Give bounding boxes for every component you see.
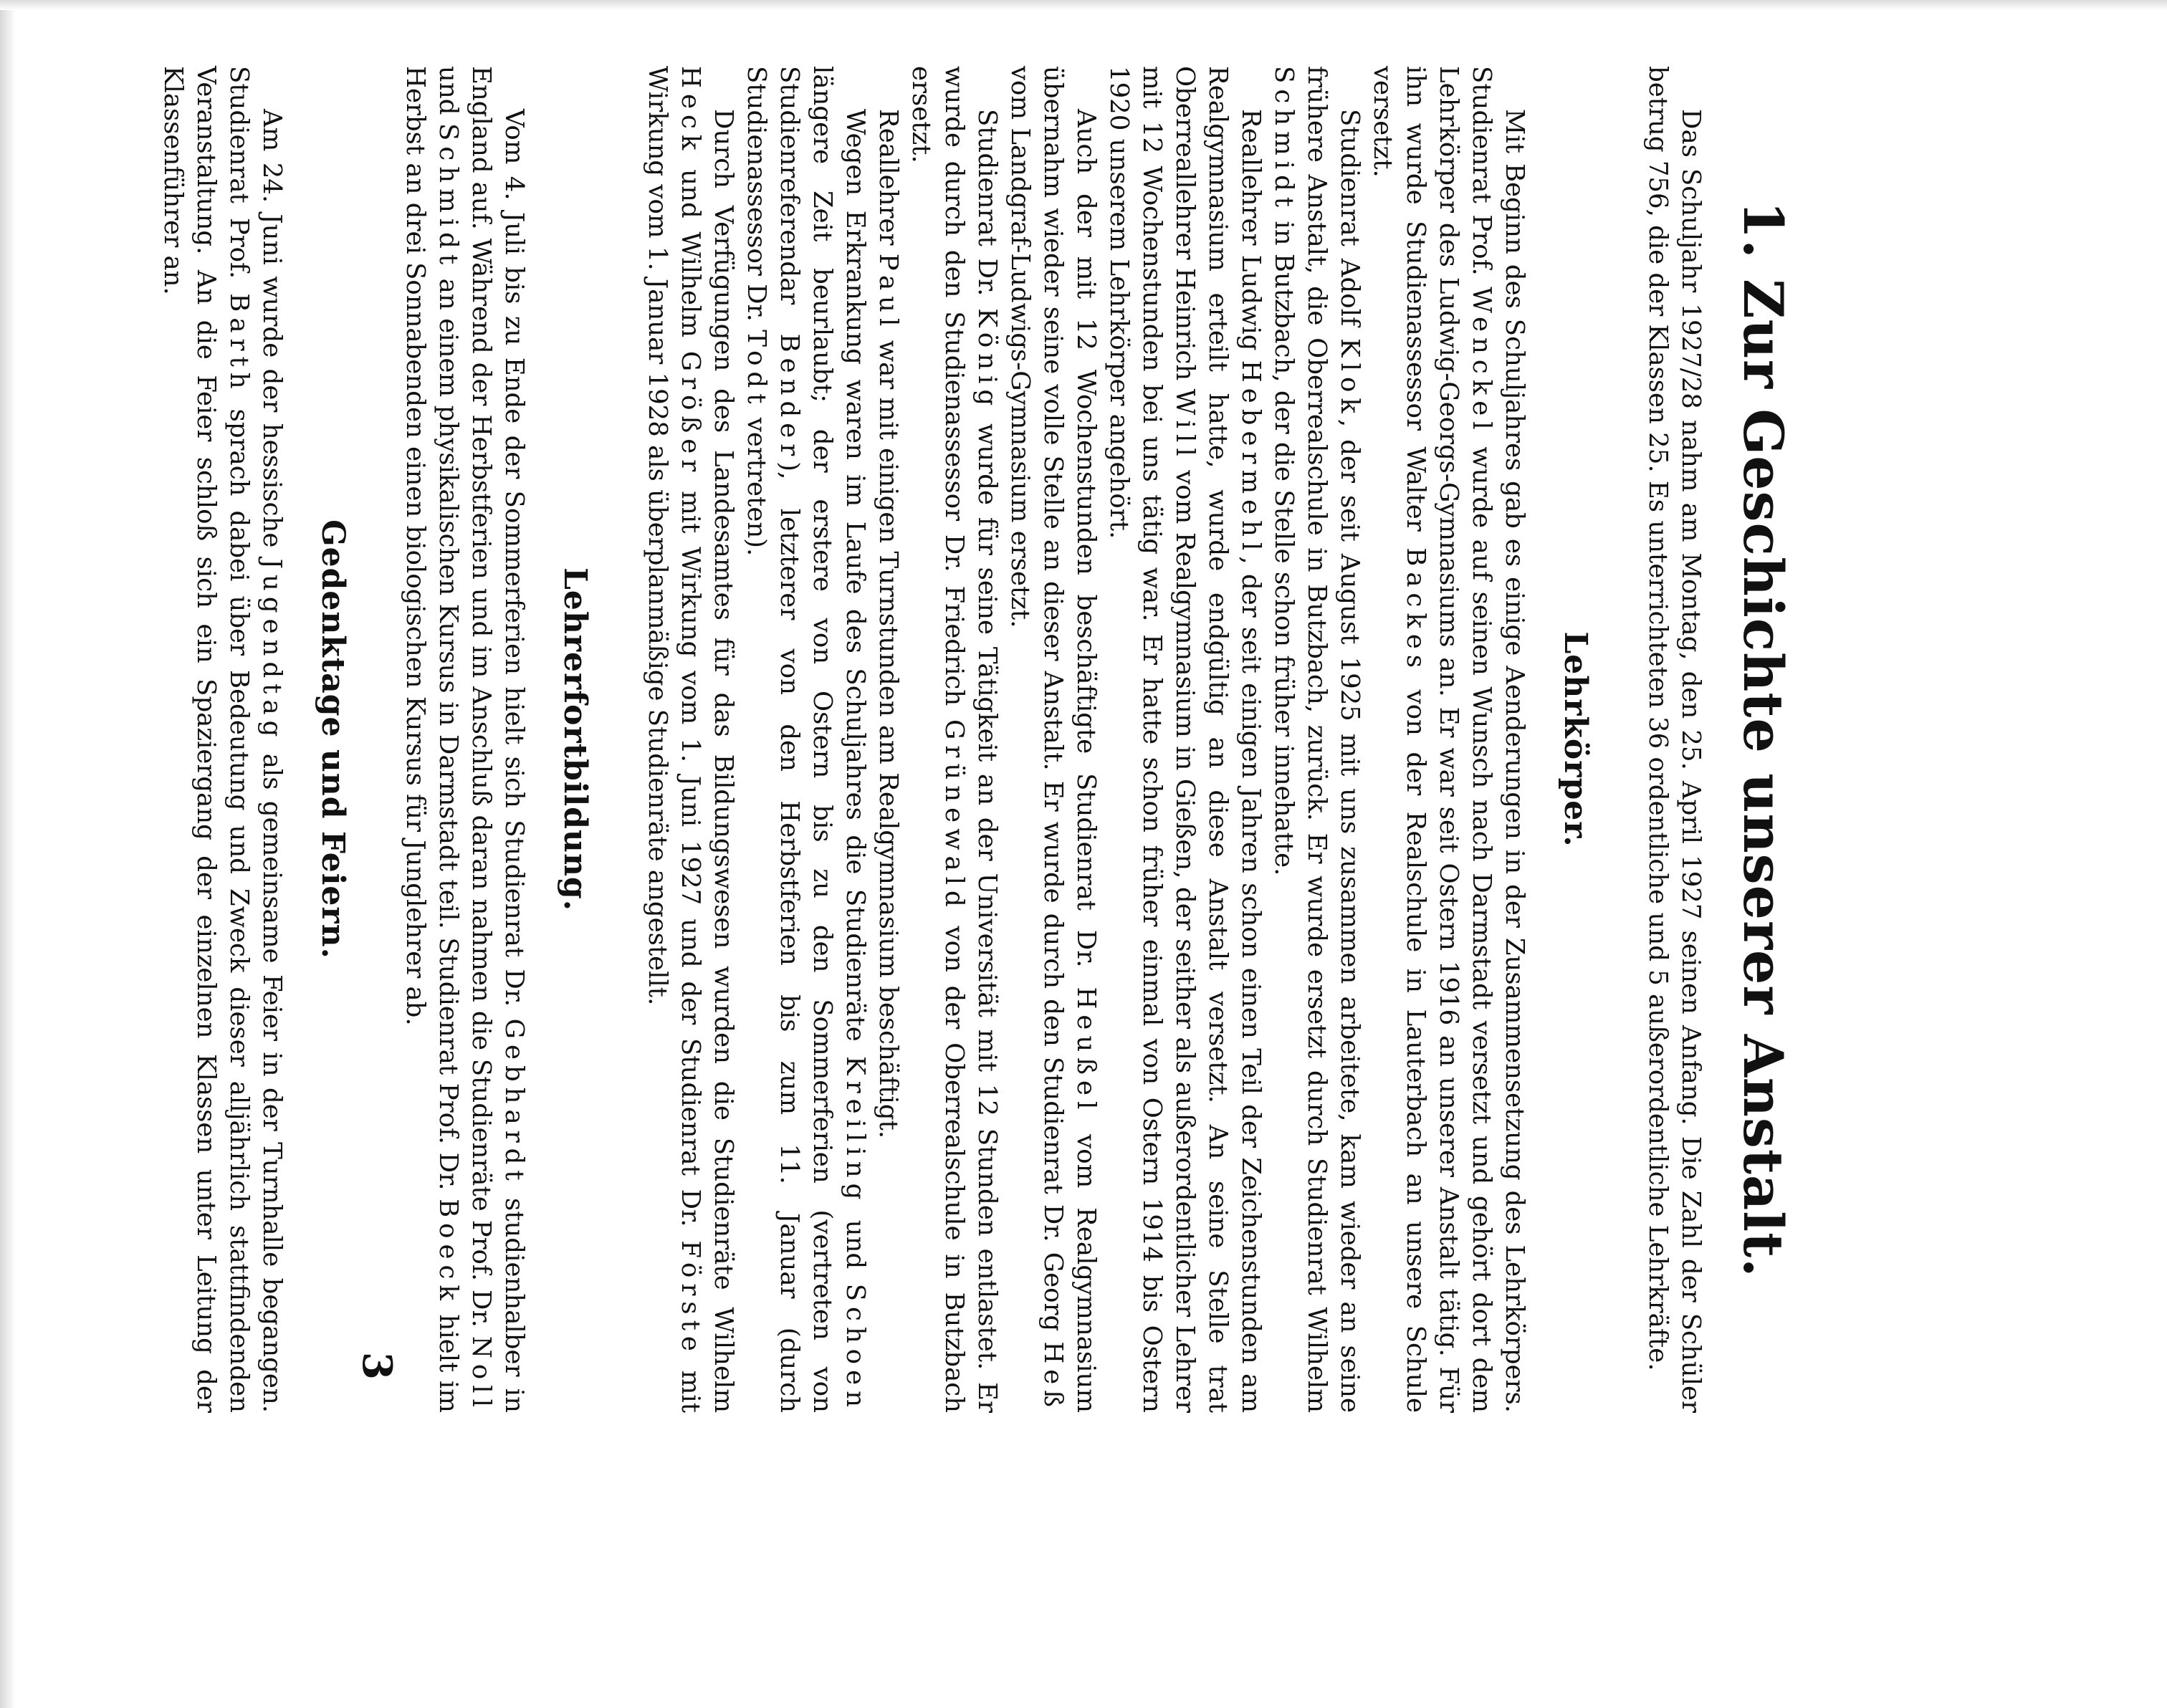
scan-edge-left: [0, 0, 16, 1708]
body-paragraph: [1366, 66, 1531, 1413]
intro-paragraph: Das Schuljahr 1927/28 nahm am Montag, den 25. April 1927 seinen Anfang. Die Zahl der Schüler betrug 756, die der Klassen 25. Es unterrichteten 36 ordentliche und 5 außerordentliche Lehrkräfte.: [1643, 66, 1706, 1413]
paragraph-text-run: , der seit einigen Jahren schon einen Teil der Zeichenstunden am Realgymnasium erteilt hatte, wurde endgültig an diese Anstalt versetzt. An seine Stelle trat Oberreallehrer Heinrich: [1170, 66, 1266, 1413]
body-paragraph: [1267, 66, 1366, 1413]
spaced-name: Förste: [676, 1240, 705, 1357]
spaced-name: Will: [1170, 388, 1200, 462]
body-paragraph: [156, 66, 288, 1413]
paragraph-text-run: Mit Beginn des Schuljahres gab es einige Aenderungen in der Zusammensetzung des Lehrkörpers. Studienrat Prof.: [1467, 66, 1529, 1413]
section-heading: Lehrkörper.: [1557, 631, 1594, 848]
section-heading: Gedenktage und Feiern.: [315, 519, 351, 959]
spaced-name: Schmidt: [1269, 66, 1298, 214]
body-paragraph: [740, 66, 871, 1413]
paragraph-text-run: Auch der mit 12 Wochenstunden beschäftigte Studienrat Dr.: [1071, 109, 1101, 987]
paragraph-text-run: wurde auf seinen Wunsch nach Darmstadt versetzt und gehört dort dem Lehrkörper des Ludwig-Georgs-Gymnasiums an. Er war seit Ostern 1916 an unserer Anstalt tätig. Für ihn wurde Studienassessor Walter: [1401, 66, 1496, 1413]
spaced-name: Heck: [676, 66, 705, 156]
spaced-name: Boeck: [434, 1199, 463, 1306]
paragraph-text-run: wurde für seine Tätigkeit an der Universität mit 12 Stunden entlastet. Er wurde durch den Studienassessor Dr. Friedrich: [939, 66, 1002, 1414]
paragraph-text-run: von der Realschule in Lauterbach an unsere Schule versetzt.: [1368, 66, 1430, 1413]
spaced-name: König: [972, 308, 1002, 412]
paragraph-text-run: und: [434, 66, 463, 124]
spaced-name: Hebermehl: [1236, 360, 1266, 557]
scan-edge-top: [0, 0, 2167, 10]
body-paragraph: [1102, 66, 1267, 1413]
paragraph-text-run: Reallehrer: [874, 109, 903, 254]
paragraph-text-run: und: [841, 1205, 870, 1284]
spaced-name: Klok: [1335, 338, 1364, 419]
paragraph-text-run: von der Oberrealschule in Butzbach ersetzt.: [906, 66, 969, 1413]
body-paragraph: [871, 66, 904, 1413]
paragraph-text-run: mit Wirkung vom 1. Januar 1928 als überplanmäßige Studienräte angestellt.: [643, 66, 705, 1414]
paragraph-text-run: ), letzterer von den Herbstferien bis zum 11. Januar (durch Studienassessor Dr.: [742, 66, 804, 1413]
paragraph-text-run: hielt im Herbst an drei Sonnabenden einen biologischen Kursus für Junglehrer ab.: [401, 66, 463, 1413]
paragraph-text-run: vom Realgymnasium übernahm wieder seine volle Stelle an dieser Anstalt. Er wurde durch den Studienrat Dr. Georg: [1038, 66, 1101, 1413]
section-heading: Lehrerfortbildung.: [557, 567, 593, 912]
spaced-name: Gebhardt: [499, 1018, 529, 1186]
spaced-name: Größer: [676, 350, 705, 478]
spaced-name: Wenckel: [1467, 287, 1496, 436]
spaced-name: Kreiling: [841, 1056, 870, 1206]
spaced-name: Backes: [1401, 547, 1430, 674]
spaced-name: Heußel: [1071, 987, 1101, 1116]
paragraph-text-run: vom Realgymnasium in Gießen, der seither als außerordentlicher Lehrer mit 12 Wochenstunden bei uns tätig war. Er hatte schon früher einmal von Ostern 1914 bis Ostern 1920 unserem Lehrkörper angehört.: [1104, 66, 1200, 1413]
paragraph-text-run: an einem physikalischen Kursus in Darmstadt teil. Studienrat Prof. Dr.: [434, 270, 463, 1199]
paragraph-text-run: längere Zeit beurlaubt; der erstere von Ostern bis zu den Sommerferien (vertreten von Studienreferendar: [775, 66, 837, 1413]
paragraph-text-run: Am 24. Juni wurde der hessische: [257, 109, 287, 559]
spaced-name: Heß: [1038, 1341, 1068, 1413]
paragraph-text-run: , der seit August 1925 mit uns zusammen arbeitete, kam wieder an seine frühere Anstalt, die Oberrealschule in Butzbach, zurück. Er wurde ersetzt durch Studienrat Wilhelm: [1302, 66, 1364, 1413]
sections-container: [156, 66, 1595, 1413]
spaced-name: Grünewald: [939, 719, 969, 913]
spaced-name: Barth: [224, 293, 254, 395]
spaced-name: Todt: [742, 330, 771, 410]
paragraph-text-run: Wegen Erkrankung waren im Laufe des Schuljahres die Studienräte: [841, 109, 870, 1057]
paragraph-text-run: studienhalber in England auf. Während der Herbstferien und im Anschluß daran nahmen die Studienräte Prof. Dr.: [467, 66, 529, 1414]
paragraph-text-run: sprach dabei über Bedeutung und Zweck dieser alljährlich stattfindenden Veranstaltung. An die Feier schloß sich ein Spaziergang der einzelnen Klassen unter Leitung der Klassenführer an.: [158, 66, 254, 1413]
document-page: [158, 66, 1795, 1414]
spaced-name: Schoen: [841, 1283, 870, 1413]
paragraph-text-run: Studienrat Dr.: [972, 109, 1002, 309]
spaced-name: Bender: [775, 333, 804, 462]
spaced-name: Schmidt: [434, 123, 463, 271]
paragraph-text-run: Vom 4. Juli bis zu Ende der Sommerferien hielt sich Studienrat Dr.: [499, 109, 529, 1019]
paragraph-text-run: als gemeinsame Feier in der Turnhalle begangen. Studienrat Prof.: [224, 66, 287, 1413]
paragraph-text-run: Durch Verfügungen des Landesamtes für das Bildungswesen wurden die Studienräte Wilhelm: [709, 109, 738, 1413]
paragraph-text-run: Studienrat Adolf: [1335, 109, 1364, 339]
paragraph-text-run: Reallehrer Ludwig: [1236, 109, 1266, 360]
body-paragraph: [641, 66, 740, 1413]
paragraph-text-run: mit Wirkung vom 1. Juni 1927 und der Studienrat Dr.: [676, 477, 705, 1241]
paragraph-text-run: war mit einigen Turnstunden am Realgymnasium beschäftigt.: [874, 332, 903, 1139]
spaced-name: Paul: [874, 253, 903, 332]
page-number: 3: [353, 1352, 401, 1380]
paragraph-text-run: vertreten).: [742, 409, 771, 557]
spaced-name: Jugendtag: [257, 558, 287, 743]
spaced-name: Noll: [467, 1335, 496, 1413]
body-paragraph: [398, 66, 530, 1413]
paragraph-text-run: vom Landgraf-Ludwigs-Gymnasium ersetzt.: [1005, 66, 1035, 628]
chapter-title: 1. Zur Geschichte unserer Anstalt.: [1731, 201, 1795, 1278]
paragraph-text-run: und Wilhelm: [676, 155, 705, 351]
body-paragraph: [1003, 66, 1102, 1413]
paragraph-text-run: in Butzbach, der die Stelle schon früher innehatte.: [1269, 213, 1298, 876]
body-paragraph: [904, 66, 1003, 1413]
